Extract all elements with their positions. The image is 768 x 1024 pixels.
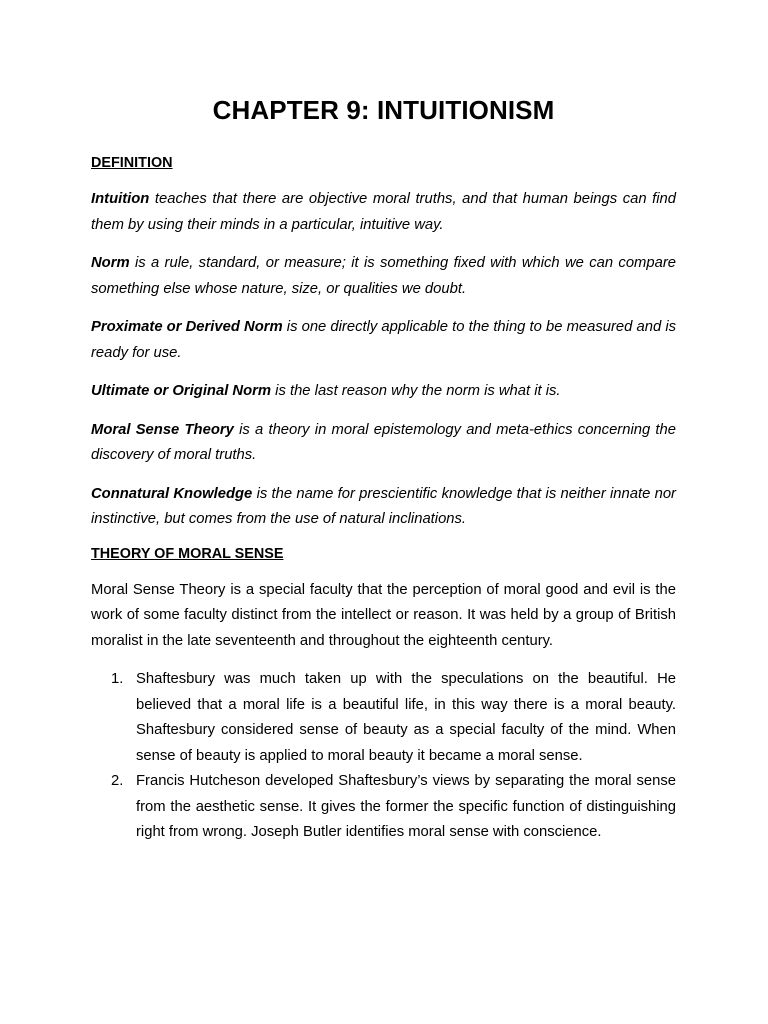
definition-term: Intuition xyxy=(91,191,150,207)
theory-heading: THEORY OF MORAL SENSE xyxy=(91,545,284,562)
definition-term: Moral Sense Theory xyxy=(91,421,234,438)
document-page xyxy=(91,95,676,846)
chapter-title: CHAPTER 9: INTUITIONISM xyxy=(212,95,555,125)
list-number: 1. xyxy=(111,671,124,687)
definition-term: Connatural Knowledge xyxy=(91,485,253,502)
definition-text: is the last reason why the norm is what it is. xyxy=(271,383,561,399)
definition-term: Proximate or Derived Norm xyxy=(91,319,283,335)
list-item xyxy=(91,667,676,769)
definition-text: is a rule, standard, or measure; it is something fixed with which we can compare something else whose nature, size, or qualities we doubt. xyxy=(91,255,676,297)
numbered-list xyxy=(91,667,676,846)
definition-proximate-norm xyxy=(91,315,676,366)
list-item xyxy=(91,769,676,846)
definition-text: teaches that there are objective moral truths, and that human beings can find them by using their minds in a particular, intuitive way. xyxy=(91,191,676,233)
theory-paragraph: Moral Sense Theory is a special faculty that the perception of moral good and evil is the work of some faculty distinct from the intellect or reason. It was held by a group of British moralist in the late seventeenth and throughout the eighteenth century. xyxy=(91,581,676,649)
definition-ultimate-norm xyxy=(91,379,676,405)
definition-connatural-knowledge xyxy=(91,482,676,533)
definition-norm xyxy=(91,251,676,302)
list-item-text: Francis Hutcheson developed Shaftesbury’s views by separating the moral sense from the aesthetic sense. It gives the former the specific function of distinguishing right from wrong. Joseph Butler identifies moral sense with conscience. xyxy=(136,773,676,840)
definition-text: is the name for prescientific knowledge that is neither innate nor instinctive, but comes from the use of natural inclinations. xyxy=(91,485,676,527)
definition-text: is one directly applicable to the thing to be measured and is ready for use. xyxy=(91,319,676,361)
definition-moral-sense-theory xyxy=(91,418,676,469)
list-number: 2. xyxy=(111,773,124,789)
definition-term: Ultimate or Original Norm xyxy=(91,383,272,399)
definition-term: Norm xyxy=(91,255,130,271)
definition-text: is a theory in moral epistemology and meta-ethics concerning the discovery of moral truths. xyxy=(91,421,676,463)
list-item-text: Shaftesbury was much taken up with the speculations on the beautiful. He believed that a moral life is a beautiful life, in this way there is a moral beauty. Shaftesbury considered sense of beauty as a special faculty of the mind. When sense of beauty is applied to moral beauty it became a moral sense. xyxy=(136,671,676,764)
definition-intuition xyxy=(91,187,676,238)
definition-heading: DEFINITION xyxy=(91,155,173,171)
